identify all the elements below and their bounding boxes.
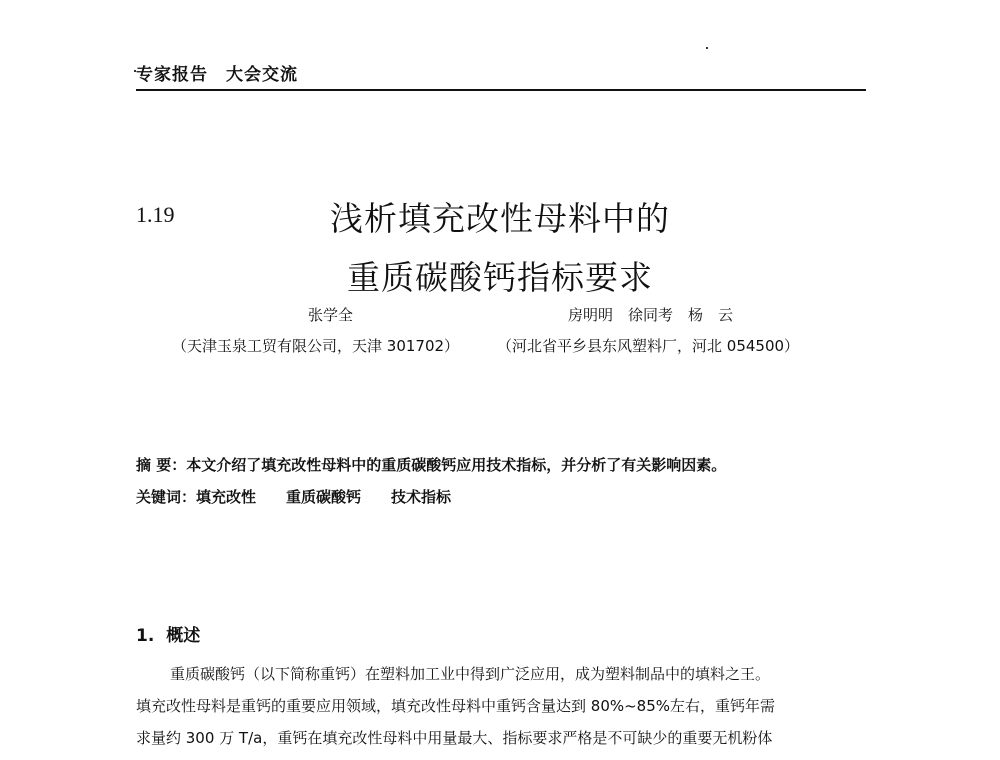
author-left: 张学全 [308,306,354,324]
section-heading [136,621,200,646]
section-title: 概述 [166,626,201,646]
affiliation-left: （天津玉泉工贸有限公司，天津 301702） [172,337,460,355]
scan-speck [134,70,136,72]
abstract [136,454,876,475]
header-rule [136,89,866,91]
running-header: 专家报告 大会交流 [136,65,298,85]
paper-title-line-2: 重质碳酸钙指标要求 [347,258,653,297]
keywords-label: 关键词： [136,488,197,506]
body-paragraph-line: 重质碳酸钙（以下简称重钙）在塑料加工业中得到广泛应用，成为塑料制品中的填料之王。 [170,665,771,683]
scan-speck [706,47,708,49]
paper-title-line-1: 浅析填充改性母料中的 [330,199,670,238]
abstract-label: 摘 要： [136,456,187,474]
keyword-item: 技术指标 [391,488,452,506]
paper-number: 1.19 [136,202,175,227]
affiliation-right: （河北省平乡县东风塑料厂，河北 054500） [497,337,800,355]
keyword-item: 填充改性 [196,488,257,506]
abstract-text: 本文介绍了填充改性母料中的重质碳酸钙应用技术指标，并分析了有关影响因素。 [186,456,727,474]
keyword-item: 重质碳酸钙 [286,488,362,506]
body-paragraph-line: 填充改性母料是重钙的重要应用领域，填充改性母料中重钙含量达到 80%~85%左右，重钙年需 [136,697,776,715]
section-number: 1. [136,626,155,646]
author-right: 房明明 徐同考 杨 云 [568,306,734,324]
body-paragraph-line: 求量约 300 万 T/a，重钙在填充改性母料中用量最大、指标要求严格是不可缺少的重要无机粉体 [136,729,773,747]
keywords [136,486,876,507]
